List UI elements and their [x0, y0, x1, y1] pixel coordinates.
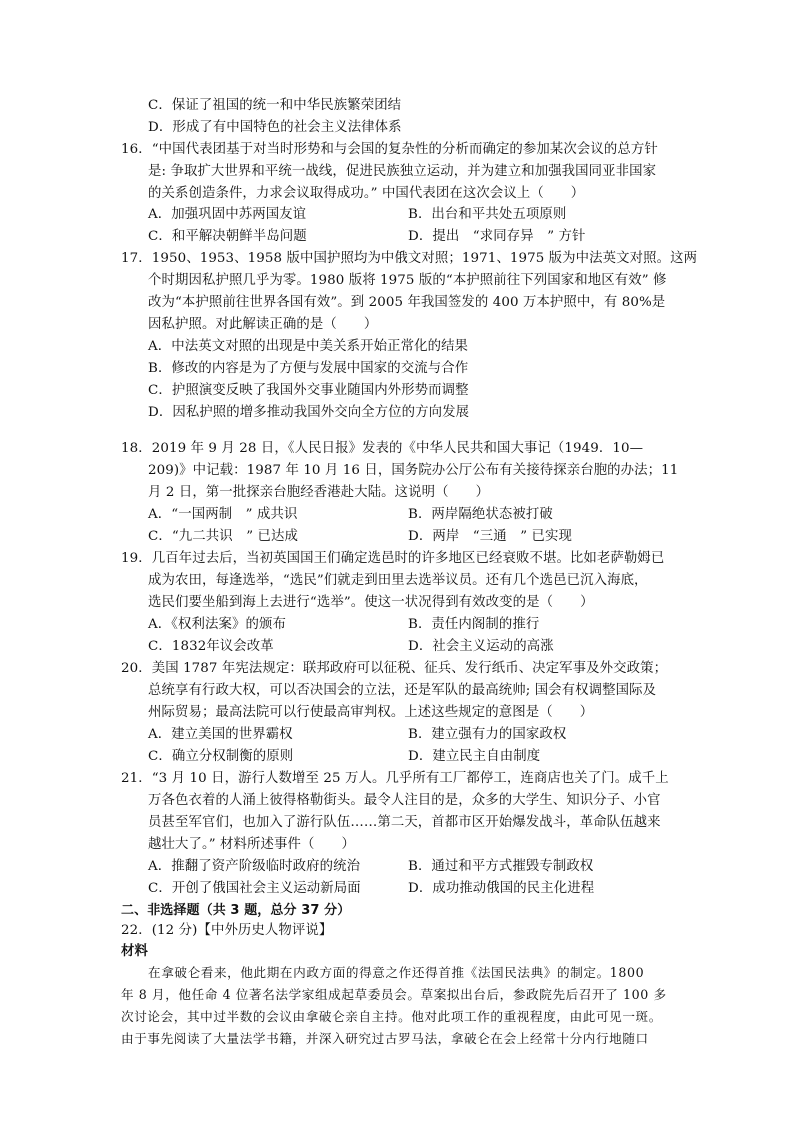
q16-stem-line-3: 的关系创造条件，力求会议取得成功。” 中国代表团在这次会议上（ ）	[148, 186, 585, 201]
section-heading-non-choice: 二、非选择题（共 3 题，总分 37 分）	[121, 903, 351, 918]
material-label: 材料	[121, 943, 148, 959]
q16-option-c: C．和平解决朝鲜半岛问题	[148, 229, 307, 244]
q16-option-a: A．加强巩固中苏两国友谊	[148, 207, 307, 222]
q19-option-b: B．责任内阁制的推行	[408, 617, 540, 632]
q18-stem-line-3: 月 2 日，第一批探亲台胞经香港赴大陆。这说明（ ）	[148, 485, 490, 500]
q18-option-d: D．两岸 “三通 ” 已实现	[408, 529, 572, 544]
q18-option-b: B．两岸隔绝状态被打破	[408, 507, 553, 522]
material-paragraph-line-1: 在拿破仑看来，他此期在内政方面的得意之作还得首推《法国民法典》的制定。1800	[148, 965, 645, 980]
q21-stem-line-4: 越壮大了。” 材料所述事件（ ）	[148, 837, 355, 852]
q18-option-a: A．“一国两制 ” 成共识	[148, 507, 298, 522]
q16-option-b: B．出台和平共处五项原则	[408, 207, 567, 222]
q20-option-c: C．确立分权制衡的原则	[148, 749, 294, 764]
material-paragraph-line-4: 由于事先阅读了大量法学书籍，并深入研究过古罗马法，拿破仑在会上经常十分内行地随口	[121, 1031, 649, 1046]
material-paragraph-line-2: 年 8 月，他任命 4 位著名法学家组成起草委员会。草案拟出台后，参政院先后召开了 100 多	[121, 987, 667, 1002]
q21-stem-line-1: 21．“3 月 10 日，游行人数增至 25 万人。几乎所有工厂都停工，连商店也关了门。成千上	[121, 771, 669, 786]
q19-option-c: C．1832年议会改革	[148, 639, 274, 654]
q21-option-c: C．开创了俄国社会主义运动新局面	[148, 881, 361, 896]
q20-option-d: D．建立民主自由制度	[408, 749, 541, 764]
q16-option-d: D．提出 “求同存异 ” 方针	[408, 229, 586, 244]
q15-option-d: D．形成了有中国特色的社会主义法律体系	[148, 120, 402, 135]
q17-option-c: C．护照演变反映了我国外交事业随国内外形势而调整	[148, 383, 469, 398]
q17-option-d: D．因私护照的增多推动我国外交向全方位的方向发展	[148, 405, 470, 420]
material-paragraph-line-3: 次讨论会，其中过半数的会议由拿破仑亲自主持。他对此项工作的重视程度，由此可见一斑。	[121, 1009, 662, 1024]
q19-stem-line-1: 19．几百年过去后，当初英国国王们确定选邑时的许多地区已经衰败不堪。比如老萨勒姆已	[121, 551, 665, 566]
q20-option-a: A．建立美国的世界霸权	[148, 727, 293, 742]
q21-option-a: A．推翻了资产阶级临时政府的统治	[148, 859, 361, 874]
q17-option-a: A．中法英文对照的出现是中美关系开始正常化的结果	[148, 339, 469, 354]
q22-heading: 22．(12 分)【中外历史人物评说】	[121, 923, 333, 938]
q19-stem-line-2: 成为农田，每逢选举，“选民”们就走到田里去选举议员。还有几个选邑已沉入海底，	[148, 573, 648, 588]
q17-stem-line-1: 17．1950、1953、1958 版中国护照均为中俄文对照；1971、1975 版为中法英文对照。这两	[121, 251, 698, 266]
q20-stem-line-3: 州际贸易；最高法院可以行使最高审判权。上述这些规定的意图是（ ）	[148, 705, 594, 720]
q20-stem-line-1: 20．美国 1787 年宪法规定：联邦政府可以征税、征兵、发行纸币、决定军事及外交政策；	[121, 661, 668, 676]
q17-stem-line-2: 个时期因私护照几乎为零。1980 版将 1975 版的“本护照前往下列国家和地区有效” 修	[148, 273, 667, 288]
q19-option-d: D．社会主义运动的高涨	[408, 639, 554, 654]
q18-stem-line-2: 209)》中记载：1987 年 10 月 16 日，国务院办公厅公布有关接待探亲台胞的办法；11	[148, 463, 679, 478]
q20-option-b: B．建立强有力的国家政权	[408, 727, 567, 742]
q21-option-b: B．通过和平方式摧毁专制政权	[408, 859, 594, 874]
q17-option-b: B．修改的内容是为了方便与发展中国家的交流与合作	[148, 361, 469, 376]
q20-stem-line-2: 总统享有行政大权，可以否决国会的立法，还是军队的最高统帅; 国会有权调整国际及	[148, 683, 657, 698]
q21-option-d: D．成功推动俄国的民主化进程	[408, 881, 595, 896]
q17-stem-line-4: 因私护照。对此解读正确的是（ ）	[148, 317, 378, 332]
q19-option-a: A．《权利法案》的颁布	[148, 617, 286, 632]
q19-stem-line-3: 选民们要坐船到海上去进行“选举”。使这一状况得到有效改变的是（ ）	[148, 595, 594, 610]
q21-stem-line-2: 万各色衣着的人涌上彼得格勒街头。最令人注目的是，众多的大学生、知识分子、小官	[148, 793, 661, 808]
q15-option-c: C．保证了祖国的统一和中华民族繁荣团结	[148, 98, 402, 113]
q16-stem-line-2: 是: 争取扩大世界和平统一战线，促进民族独立运动，并为建立和加强我国同亚非国家	[148, 164, 657, 179]
q21-stem-line-3: 员甚至军官们，也加入了游行队伍……第二天，首都市区开始爆发战斗，革命队伍越来	[148, 815, 661, 830]
q18-stem-line-1: 18．2019 年 9 月 28 日，《人民日报》发表的《中华人民共和国大事记（1949．10—	[121, 441, 644, 456]
q16-stem-line-1: 16．“中国代表团基于对当时形势和与会国的复杂性的分析而确定的参加某次会议的总方针	[121, 142, 658, 157]
q18-option-c: C．“九二共识 ” 已达成	[148, 529, 299, 544]
q17-stem-line-3: 改为“本护照前往世界各国有效”。到 2005 年我国签发的 400 万本护照中，有 80%是	[148, 295, 666, 310]
